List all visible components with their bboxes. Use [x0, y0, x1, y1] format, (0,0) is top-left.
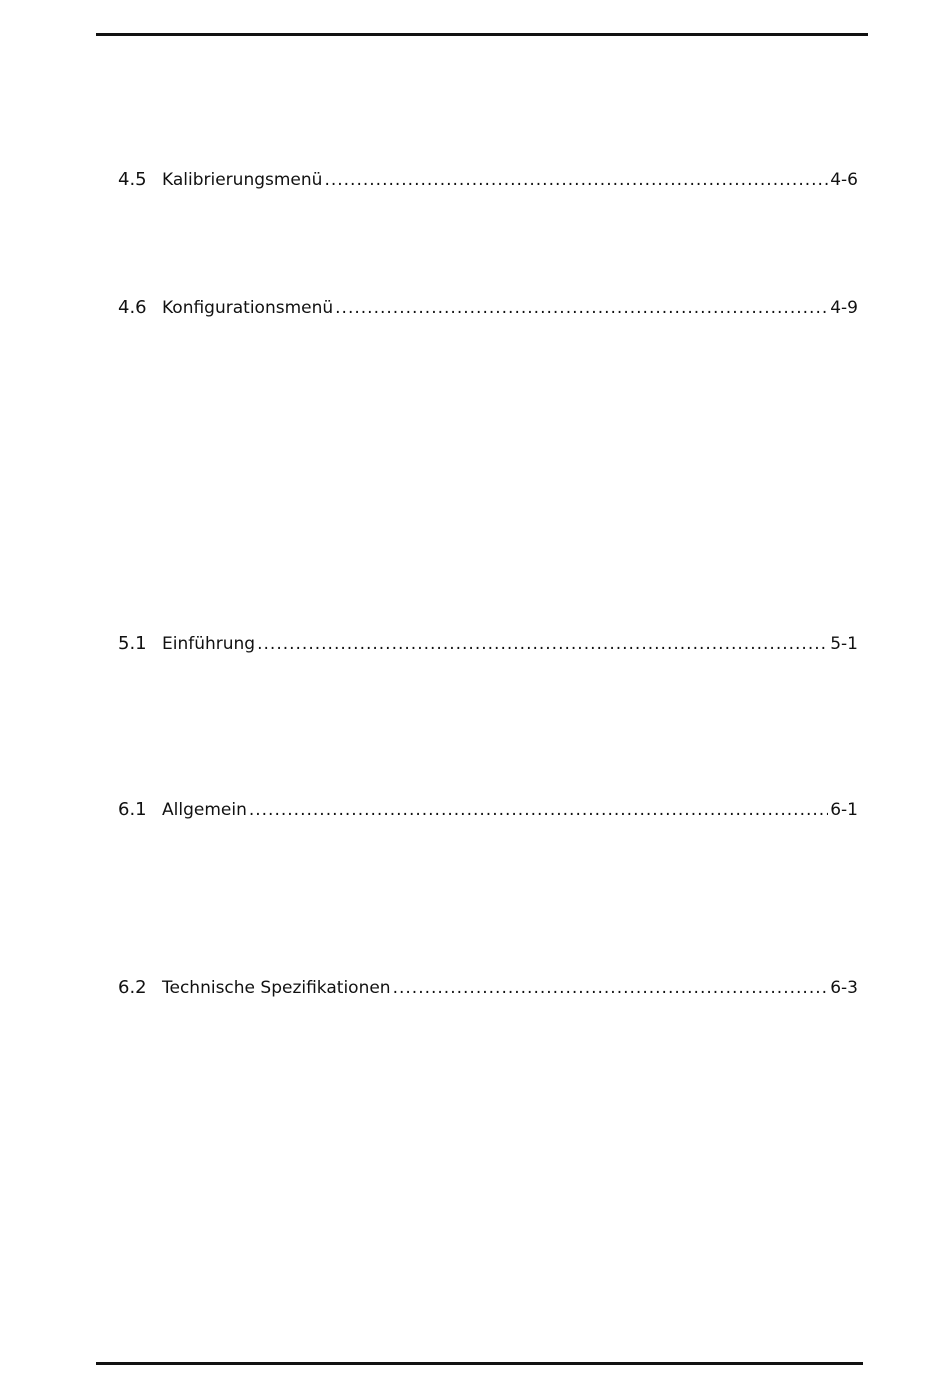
toc-page-number: 4-6: [830, 170, 858, 190]
toc-entry-6-2[interactable]: [118, 976, 858, 1000]
toc-entry-6-1[interactable]: [118, 798, 858, 822]
toc-dot-leader: [335, 296, 828, 320]
toc-page-number: 6-1: [830, 800, 858, 820]
footer-rule: [96, 1362, 863, 1365]
toc-number: 5.1: [118, 633, 147, 654]
toc-entry-4-6[interactable]: [118, 296, 858, 320]
toc-title: Konfigurationsmenü: [162, 298, 334, 318]
toc-dot-leader: [393, 976, 829, 1000]
toc-number: 6.1: [118, 799, 147, 820]
toc-title: Kalibrierungsmenü: [162, 170, 323, 190]
toc-page-number: 6-3: [830, 978, 858, 998]
toc-title: Technische Spezifikationen: [162, 978, 391, 998]
toc-title: Allgemein: [162, 800, 247, 820]
header-rule: [96, 33, 868, 36]
toc-title: Einführung: [162, 634, 256, 654]
toc-entry-4-5[interactable]: [118, 168, 858, 192]
toc-page-number: 5-1: [830, 634, 858, 654]
toc-number: 4.6: [118, 297, 147, 318]
toc-dot-leader: [257, 632, 828, 656]
toc-number: 4.5: [118, 169, 147, 190]
toc-page-number: 4-9: [830, 298, 858, 318]
toc-dot-leader: [324, 168, 828, 192]
toc-number: 6.2: [118, 977, 147, 998]
toc-entry-5-1[interactable]: [118, 632, 858, 656]
toc-dot-leader: [249, 798, 828, 822]
